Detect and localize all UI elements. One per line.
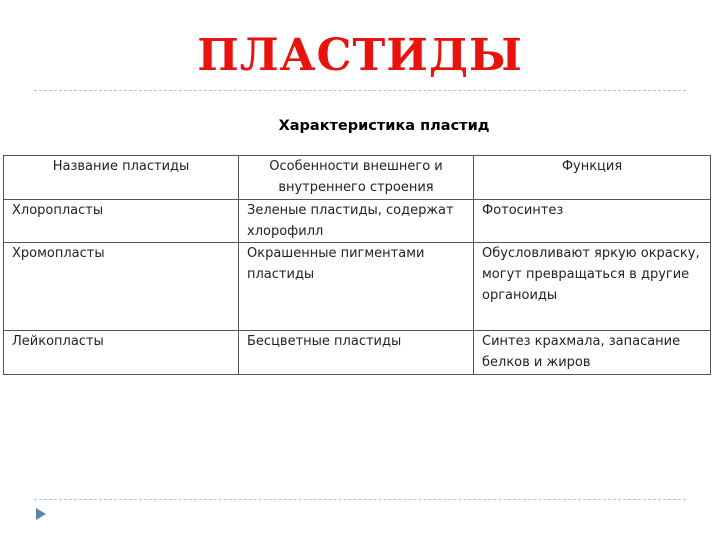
table-caption: Характеристика пластид — [278, 118, 490, 134]
header-cell-structure: Особенности внешнего и внутреннего строения — [239, 156, 474, 200]
cell-structure: Зеленые пластиды, содержат хлорофилл — [239, 200, 474, 243]
top-divider — [34, 90, 686, 91]
slide-title: ПЛАСТИДЫ — [197, 30, 523, 81]
cell-function: Фотосинтез — [474, 200, 711, 243]
cell-function: Обусловливают яркую окраску, могут превращаться в другие органоиды — [474, 243, 711, 331]
table-row — [4, 331, 711, 375]
cell-name: Хромопласты — [4, 243, 239, 331]
table-row — [4, 243, 711, 331]
bottom-divider — [34, 499, 686, 500]
cell-structure: Окрашенные пигментами пластиды — [239, 243, 474, 331]
table-header-row — [4, 156, 711, 200]
bullet-arrow-icon — [35, 507, 47, 521]
table-row — [4, 200, 711, 243]
header-cell-name: Название пластиды — [4, 156, 239, 200]
cell-structure: Бесцветные пластиды — [239, 331, 474, 375]
cell-name: Хлоропласты — [4, 200, 239, 243]
plastids-table — [3, 155, 711, 375]
cell-function: Синтез крахмала, запасание белков и жиров — [474, 331, 711, 375]
cell-name: Лейкопласты — [4, 331, 239, 375]
header-cell-function: Функция — [474, 156, 711, 200]
